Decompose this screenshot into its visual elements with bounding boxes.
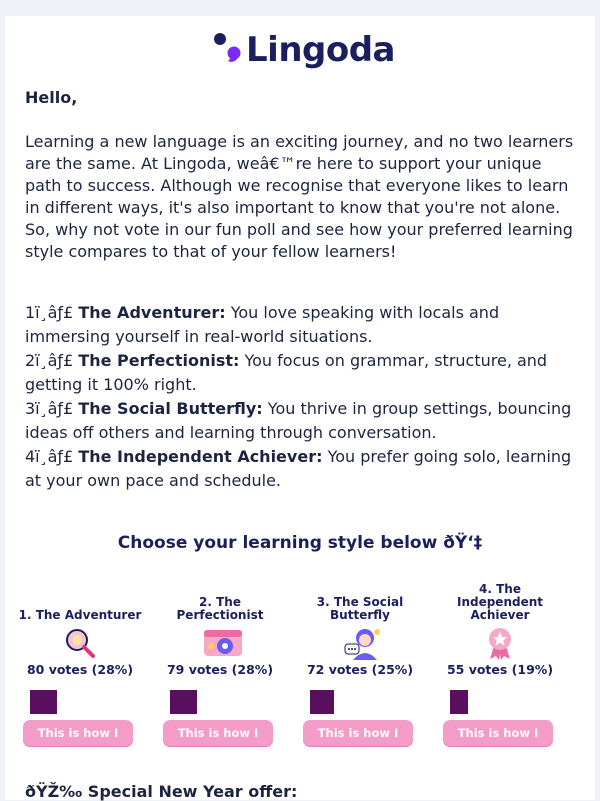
intro-paragraph: Learning a new language is an exciting journey, and no two learners are the same. At Lingoda, weâ€™re here to support your unique path to success. Although we recognise that everyone likes to learn in different ways, it's also important to know that you're not alone. So, why not vote in our fun poll and see how your preferred learning style compares to that of your fellow learners! bbox=[25, 132, 574, 261]
vote-button-perfectionist[interactable]: This is how I learn bbox=[163, 720, 273, 746]
magnifier-icon bbox=[63, 626, 97, 660]
lingoda-logo[interactable] bbox=[210, 30, 395, 70]
poll-option-title: 2. The Perfectionist bbox=[176, 595, 264, 622]
poll-result-bar bbox=[30, 690, 57, 714]
poll-option-independent-achiever bbox=[435, 582, 565, 766]
vote-button-social-butterfly[interactable]: This is how I learn bbox=[303, 720, 413, 746]
style-item-social-butterfly: 3ï¸âƒ£ The Social Butterfly: You thrive in group settings, bouncing ideas off others and learning through conversation. bbox=[25, 399, 572, 442]
greeting: Hello, bbox=[25, 88, 78, 107]
vote-button-independent-achiever[interactable]: This is how I learn bbox=[443, 720, 553, 746]
poll-result-bar bbox=[450, 690, 468, 714]
poll-heading: Choose your learning style below ðŸ‘‡ bbox=[117, 533, 483, 553]
poll-option-title: 1. The Adventurer bbox=[18, 608, 142, 622]
poll-result-bar bbox=[310, 690, 334, 714]
style-item-independent-achiever: 4ï¸âƒ£ The Independent Achiever: You prefer going solo, learning at your own pace and schedule. bbox=[25, 447, 572, 490]
poll-option-title: 3. The Social Butterfly bbox=[316, 595, 404, 622]
poll-option-title: 4. The Independent Achiever bbox=[456, 582, 543, 622]
chat-person-icon bbox=[343, 626, 377, 660]
vote-button-adventurer[interactable]: This is how I learn bbox=[23, 720, 133, 746]
style-item-adventurer: 1ï¸âƒ£ The Adventurer: You love speaking with locals and immersing yourself in real-world situations. bbox=[25, 303, 500, 346]
poll-option-adventurer bbox=[15, 594, 145, 766]
poll-result-bar bbox=[170, 690, 197, 714]
style-item-perfectionist: 2ï¸âƒ£ The Perfectionist: You focus on grammar, structure, and getting it 100% right. bbox=[25, 351, 548, 394]
poll-votes: 72 votes (25%) bbox=[306, 662, 414, 677]
poll-option-perfectionist bbox=[155, 594, 285, 766]
poll-votes: 80 votes (28%) bbox=[26, 662, 134, 677]
poll-votes: 79 votes (28%) bbox=[166, 662, 274, 677]
special-offer-heading: ðŸŽ‰ Special New Year offer: bbox=[25, 782, 298, 801]
perfect-hand-icon bbox=[203, 626, 237, 660]
poll-votes: 55 votes (19%) bbox=[446, 662, 554, 677]
poll-option-social-butterfly bbox=[295, 594, 425, 766]
learning-styles-list bbox=[25, 301, 577, 493]
email-card bbox=[5, 16, 595, 800]
lingoda-mark-icon bbox=[210, 31, 244, 69]
award-ribbon-icon bbox=[483, 626, 517, 660]
brand-name: Lingoda bbox=[246, 30, 396, 70]
